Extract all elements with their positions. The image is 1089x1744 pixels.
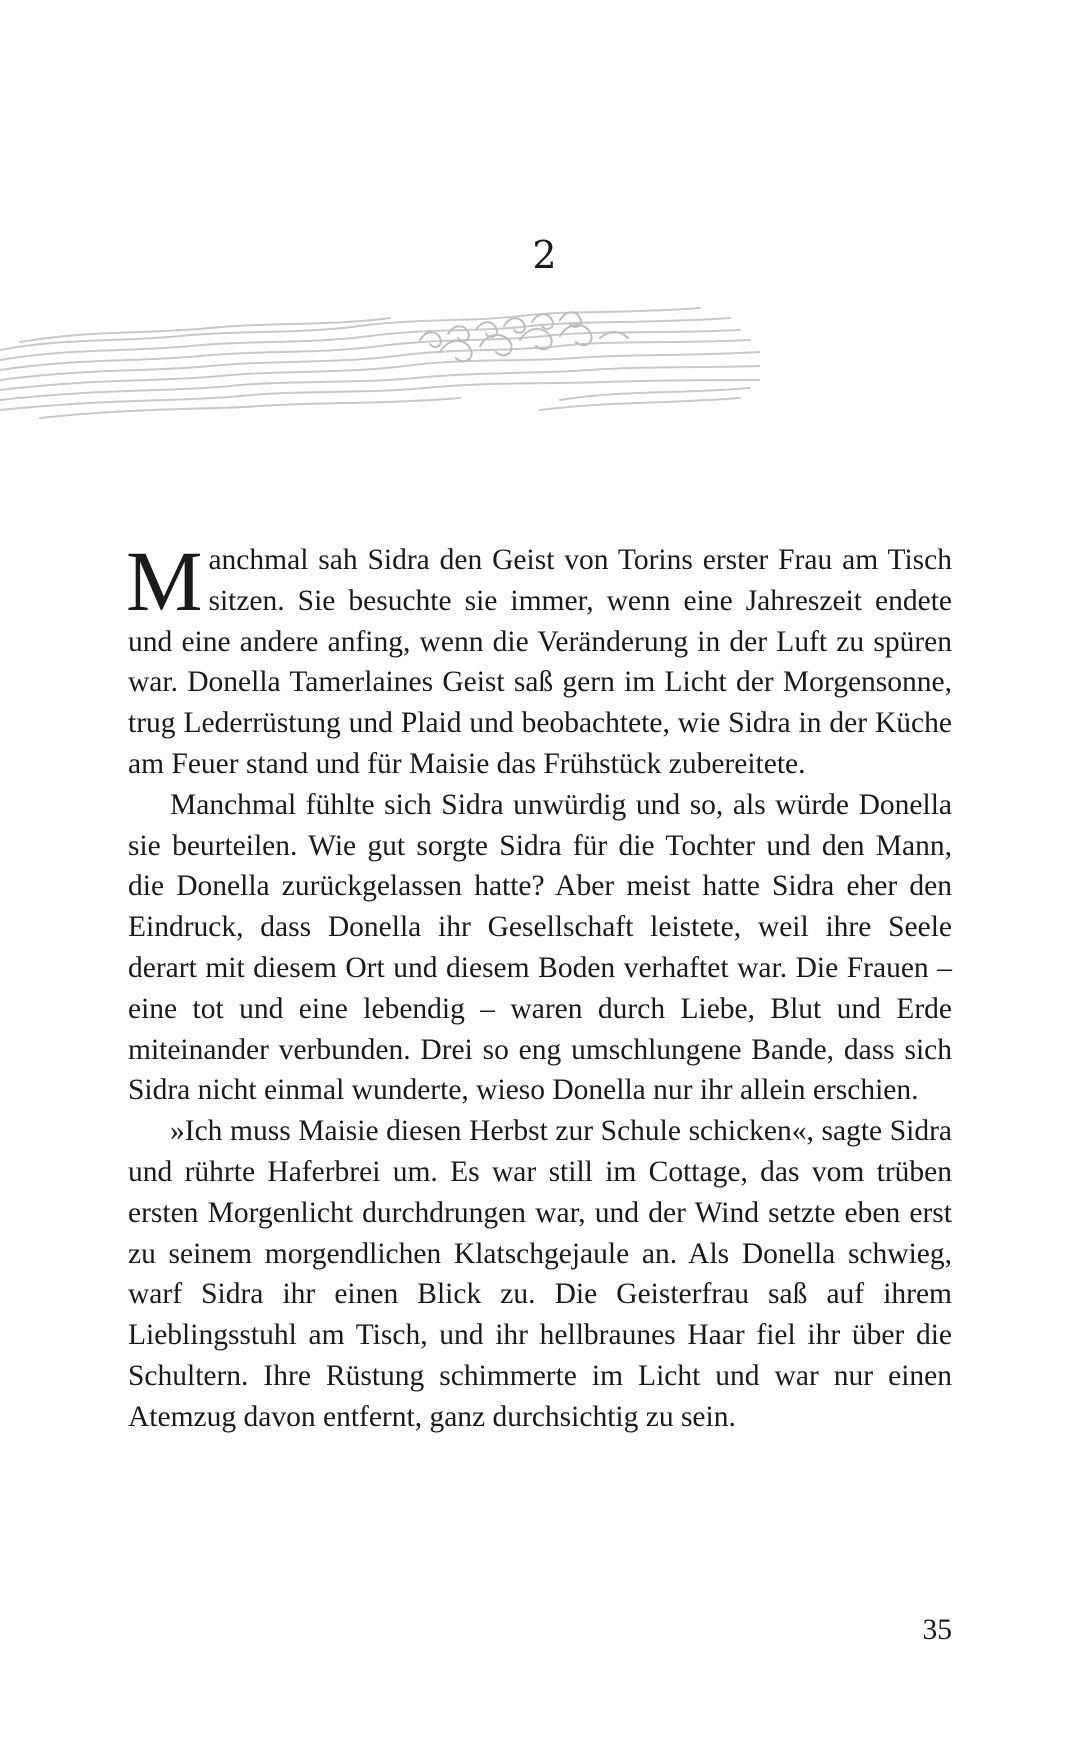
paragraph-3: »Ich muss Maisie diesen Herbst zur Schule schicken«, sagte Sidra und rührte Haferbrei um. Es war still im Cottage, das vom trüben ersten Morgenlicht durchdrungen war, und der Wind setzte eben erst zu seinem morgendlichen Klatschgejaule an. Als Donella schwieg, warf Sidra ihr einen Blick zu. Die Geisterfrau saß auf ihrem Lieblingsstuhl am Tisch, und ihr hellbraunes Haar fiel ihr über die Schultern. Ihre Rüstung schimmerte im Licht und war nur einen Atemzug davon entfernt, ganz durchsichtig zu sein. xyxy=(128,1115,952,1433)
paragraph-2: Manchmal fühlte sich Sidra unwürdig und so, als würde Donella sie beurteilen. Wie gut sorgte Sidra für die Tochter und den Mann, die Donella zurückgelassen hatte? Aber meist hatte Sidra eher den Eindruck, dass Donella ihr Gesellschaft leistete, weil ihre Seele derart mit diesem Ort und diesem Boden verhaftet war. Die Frauen – eine tot und eine lebendig – waren durch Liebe, Blut und Erde miteinander verbunden. Drei so eng umschlungene Bande, dass sich Sidra nicht einmal wunderte, wieso Donella nur ihr allein erschien. xyxy=(128,788,952,1107)
wave-ornament-icon xyxy=(0,290,760,420)
chapter-text xyxy=(126,533,952,1438)
drop-cap: M xyxy=(126,533,203,629)
page-number: 35 xyxy=(922,1614,952,1646)
paragraph-1 xyxy=(126,533,952,785)
paragraph-1-text: anchmal sah Sidra den Geist von Torins erster Frau am Tisch sitzen. Sie besuchte sie immer, wenn eine Jahreszeit endete und eine andere anfing, wenn die Veränderung in der Luft zu spüren war. Donella Tamerlaines Geist saß gern im Licht der Morgensonne, trug Lederrüstung und Plaid und beobachtete, wie Sidra in der Küche am Feuer stand und für Maisie das Frühstück zubereitete. xyxy=(128,544,952,780)
chapter-number: 2 xyxy=(532,233,557,277)
